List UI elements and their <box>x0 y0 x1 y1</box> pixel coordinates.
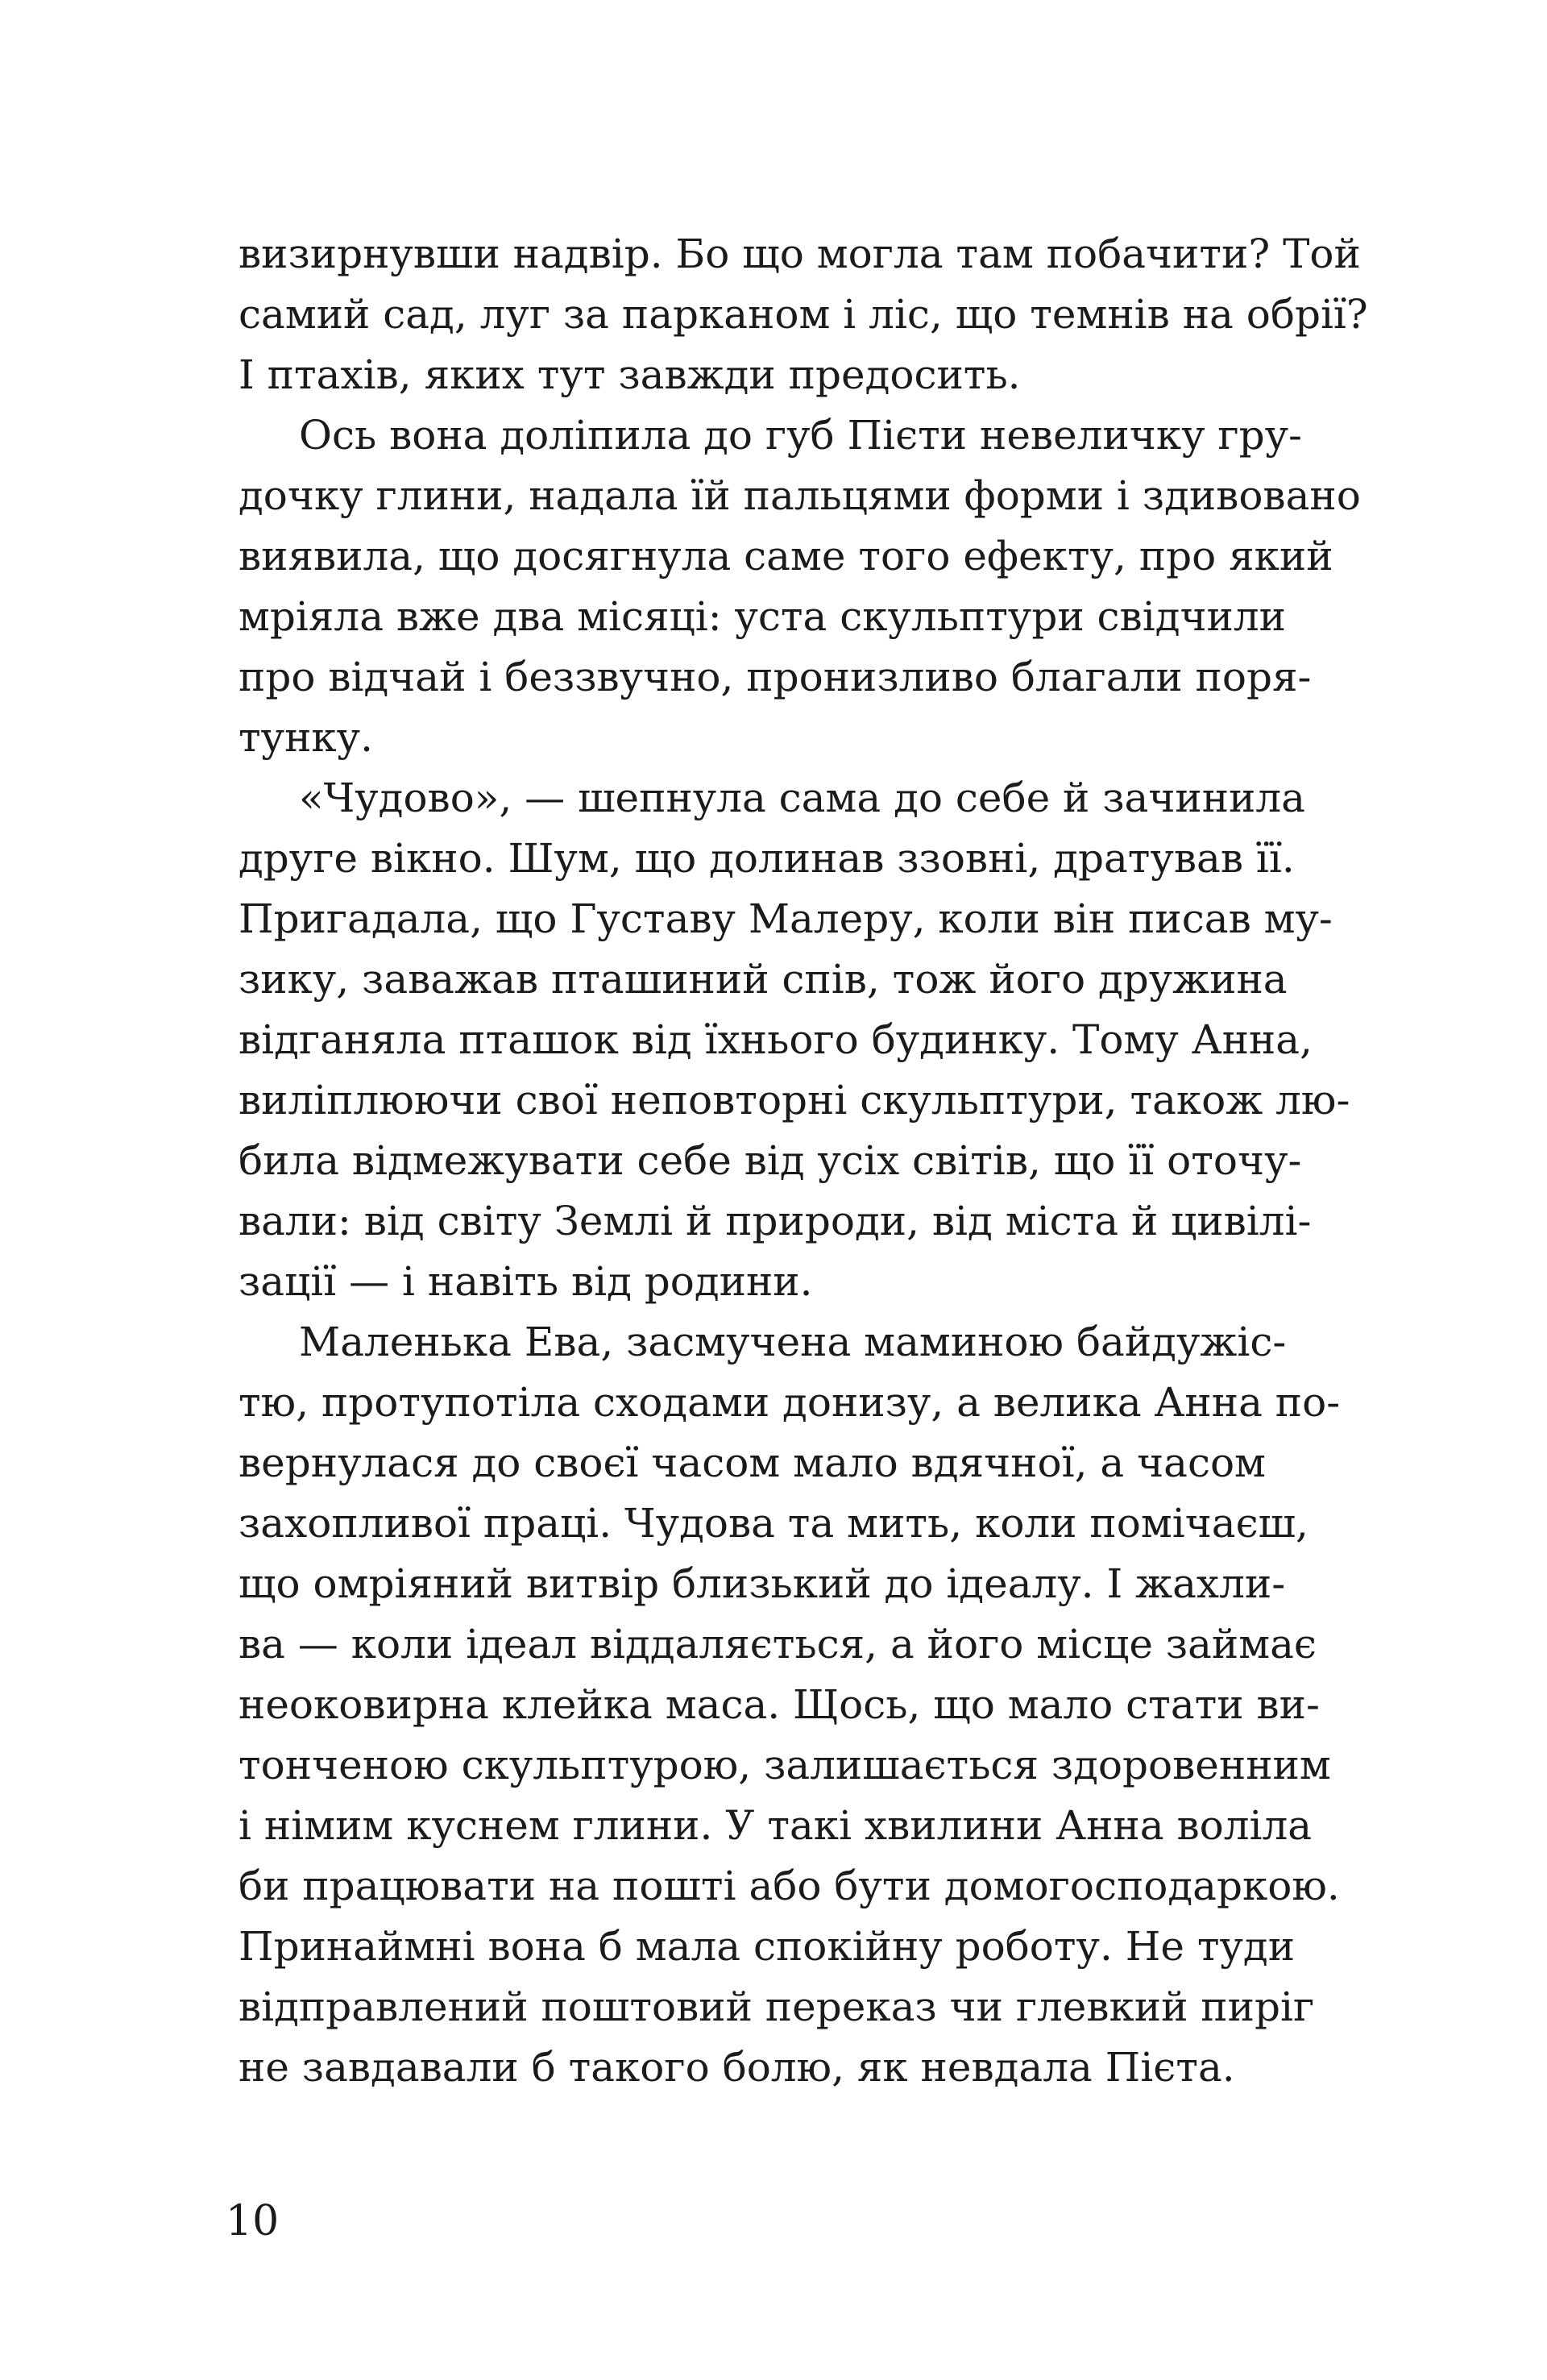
body-text <box>238 224 1367 2098</box>
text-line: тю, протупотіла сходами донизу, а велика Анна по- <box>238 1379 1341 1426</box>
paragraph-start-line: Маленька Ева, засмучена маминою байдужіс- <box>299 1319 1287 1365</box>
text-line: била відмежувати себе від усіх світів, що її оточу- <box>238 1137 1302 1184</box>
text-line: вернулася до своєї часом мало вдячної, а часом <box>238 1439 1266 1486</box>
text-line: самий сад, луг за парканом і ліс, що темнів на обрії? <box>238 291 1368 338</box>
text-line: Пригадала, що Густаву Малеру, коли він писав му- <box>238 895 1333 942</box>
text-line: зації — і навіть від родини. <box>238 1258 813 1305</box>
text-line: що омріяний витвір близький до ідеалу. І жахли- <box>238 1560 1286 1607</box>
text-line: і німим куснем глини. У такі хвилини Анна воліла <box>238 1802 1313 1849</box>
paragraph-start-line: Ось вона доліпила до губ Пієти невеличку гру- <box>299 412 1302 459</box>
text-line: мріяла вже два місяці: уста скульптури свідчили <box>238 593 1286 640</box>
text-line: не завдавали б такого болю, як невдала Пієта. <box>238 2044 1235 2091</box>
text-line: відправлений поштовий переказ чи глевкий пиріг <box>238 1983 1315 2030</box>
text-line: тонченою скульптурою, залишається здоровенним <box>238 1742 1331 1788</box>
page-number: 10 <box>226 2197 280 2245</box>
text-line: друге вікно. Шум, що долинав ззовні, дратував її. <box>238 835 1295 882</box>
text-line: виліплюючи свої неповторні скульптури, також лю- <box>238 1077 1350 1124</box>
text-line: про відчай і беззвучно, пронизливо благали поря- <box>238 654 1312 700</box>
text-line: визирнувши надвір. Бо що могла там побачити? Той <box>238 231 1361 277</box>
text-line: би працювати на пошті або бути домогосподаркою. <box>238 1863 1340 1909</box>
text-line: ва — коли ідеал віддаляється, а його місце займає <box>238 1621 1317 1668</box>
text-line: виявила, що досягнула саме того ефекту, про який <box>238 533 1333 579</box>
text-line: тунку. <box>238 714 373 761</box>
text-line: відганяла пташок від їхнього будинку. Тому Анна, <box>238 1016 1313 1063</box>
text-line: дочку глини, надала їй пальцями форми і здивовано <box>238 472 1361 519</box>
text-line: неоковирна клейка маса. Щось, що мало стати ви- <box>238 1681 1320 1728</box>
text-line: зику, заважав пташиний спів, тож його дружина <box>238 956 1288 1003</box>
text-line: І птахів, яких тут завжди предосить. <box>238 351 1021 398</box>
paragraph-start-line: «Чудово», — шепнула сама до себе й зачинила <box>299 775 1305 821</box>
text-line: вали: від світу Землі й природи, від міста й цивілі- <box>238 1198 1312 1244</box>
text-line: Принаймні вона б мала спокійну роботу. Не туди <box>238 1923 1296 1970</box>
text-line: захопливої праці. Чудова та мить, коли помічаєш, <box>238 1500 1309 1547</box>
